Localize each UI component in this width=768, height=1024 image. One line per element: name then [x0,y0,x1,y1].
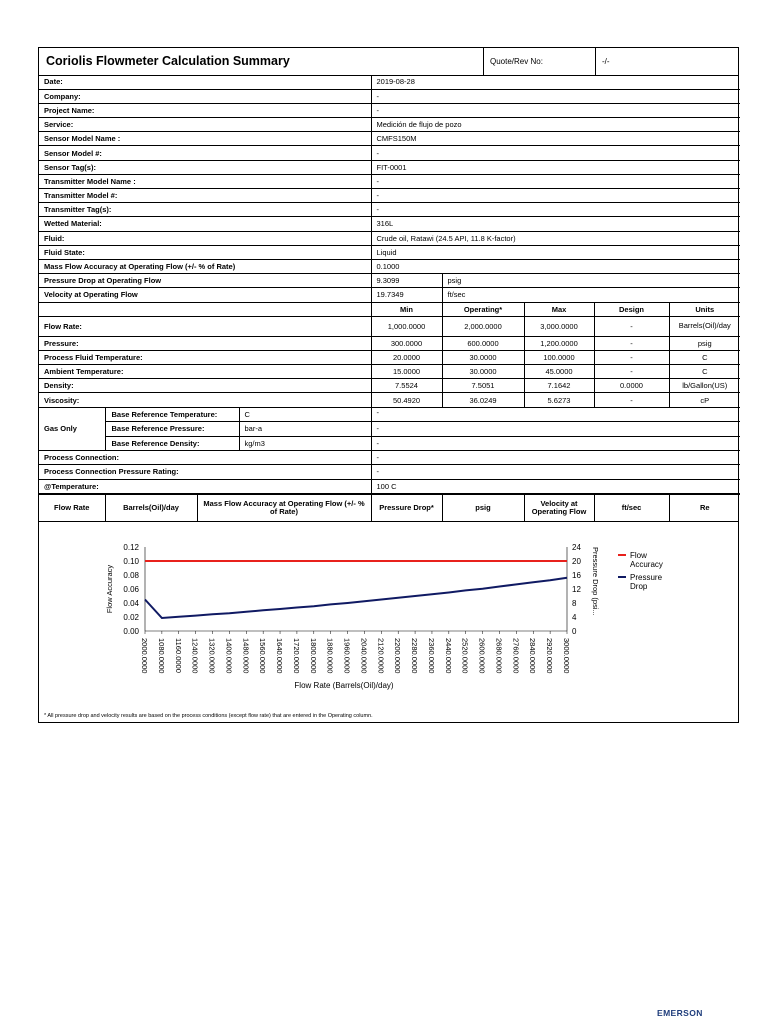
flow-rate-unit-header: Barrels(Oil)/day [105,494,197,521]
conditions-label: Flow Rate: [39,316,371,336]
conditions-label: Process Fluid Temperature: [39,350,371,364]
conditions-min: 1,000.0000 [371,316,442,336]
process-label: Process Connection: [39,451,371,465]
conditions-design: - [594,365,669,379]
conditions-design: - [594,336,669,350]
conditions-design: 0.0000 [594,379,669,393]
conditions-operating: 36.0249 [442,393,524,407]
info-row [39,259,740,273]
info-row [39,231,740,245]
x-tick-label: 2200.0000 [393,638,403,674]
logo-wordmark: EMERSON [657,1008,703,1018]
footnote: * All pressure drop and velocity results are based on the process conditions (except flow rate) that are entered in the Operating column. [44,713,373,719]
info-label: Fluid State: [39,245,371,259]
column-header-operating: Operating* [442,302,524,316]
gas-only-value: - [372,436,741,450]
column-header-max: Max [524,302,594,316]
flow-rate-header: Flow Rate [39,494,105,521]
info-row [39,217,740,231]
x-axis-label: Flow Rate (Barrels(Oil)/day) [294,681,394,691]
y2-tick-label: 4 [572,613,577,623]
gas-only-row [39,408,371,422]
y2-axis-label: Pressure Drop (psi... [591,547,600,617]
info-row [39,132,740,146]
conditions-operating: 30.0000 [442,350,524,364]
x-tick-label: 2520.0000 [460,638,470,674]
info-label: Pressure Drop at Operating Flow [39,274,371,288]
conditions-operating: 30.0000 [442,365,524,379]
x-tick-label: 2440.0000 [443,638,453,674]
gas-only-value-row [372,408,741,422]
info-row [39,89,740,103]
conditions-operating: 600.0000 [442,336,524,350]
conditions-units: cP [669,393,740,407]
info-label: Service: [39,118,371,132]
process-row [39,465,740,479]
conditions-header-row [39,302,740,316]
y2-tick-label: 12 [572,585,581,595]
gas-only-item-label: Base Reference Pressure: [105,422,239,436]
conditions-min: 15.0000 [371,365,442,379]
info-label: Velocity at Operating Flow [39,288,371,302]
quote-rev-value: -/- [602,57,610,66]
info-value: - [371,89,740,103]
info-row [39,146,740,160]
gas-only-table [39,408,371,451]
info-row [39,274,740,288]
legend-label: Accuracy [630,560,663,570]
conditions-min: 300.0000 [371,336,442,350]
conditions-label: Viscosity: [39,393,371,407]
gas-only-values [371,407,740,451]
x-tick-label: 2920.0000 [545,638,555,674]
x-tick-label: 1400.0000 [224,638,234,674]
x-tick-label: 2120.0000 [376,638,386,674]
info-value: - [371,174,740,188]
x-tick-label: 1720.0000 [291,638,301,674]
conditions-units: psig [669,336,740,350]
y-tick-label: 0.00 [123,627,139,637]
y2-tick-label: 0 [572,627,577,637]
y-tick-label: 0.06 [123,585,139,595]
info-label: Fluid: [39,231,371,245]
conditions-label: Ambient Temperature: [39,365,371,379]
info-value: - [371,203,740,217]
process-value: 100 C [371,479,740,493]
pressure-unit-header: psig [442,494,524,521]
document-title: Coriolis Flowmeter Calculation Summary [39,48,484,75]
gas-only-value-row [372,422,741,436]
info-label: Transmitter Model Name : [39,174,371,188]
x-tick-label: 1320.0000 [207,638,217,674]
info-row [39,118,740,132]
conditions-row [39,316,740,336]
gas-only-cell [39,407,371,451]
y-tick-label: 0.04 [123,599,139,609]
info-row [39,174,740,188]
y-tick-label: 0.02 [123,613,139,623]
y2-tick-label: 24 [572,543,581,553]
info-row [39,103,740,117]
conditions-min: 7.5524 [371,379,442,393]
conditions-max: 7.1642 [524,379,594,393]
conditions-max: 1,200.0000 [524,336,594,350]
conditions-units: C [669,350,740,364]
info-unit: ft/sec [442,288,740,302]
conditions-row [39,379,740,393]
x-tick-label: 1800.0000 [308,638,318,674]
gas-only-unit: bar-a [239,422,371,436]
y-tick-label: 0.08 [123,571,139,581]
gas-only-item-label: Base Reference Density: [105,436,239,450]
info-value: - [371,103,740,117]
column-header-units: Units [669,302,740,316]
info-row [39,203,740,217]
summary-table [39,75,740,494]
document-header [39,48,738,76]
x-tick-label: 2840.0000 [528,638,538,674]
process-value: - [371,451,740,465]
velocity-header: Velocity at Operating Flow [524,494,594,521]
emerson-logo [657,1007,719,1019]
process-row [39,451,740,465]
info-value: FIT-0001 [371,160,740,174]
conditions-max: 3,000.0000 [524,316,594,336]
info-row [39,245,740,259]
gas-only-item-label: Base Reference Temperature: [105,408,239,422]
info-label: Transmitter Model #: [39,189,371,203]
x-tick-label: 2680.0000 [494,638,504,674]
process-label: @Temperature: [39,479,371,493]
x-tick-label: 2600.0000 [477,638,487,674]
info-label: Company: [39,89,371,103]
info-value: - [371,189,740,203]
column-header-design: Design [594,302,669,316]
conditions-row [39,365,740,379]
y2-tick-label: 20 [572,557,581,567]
conditions-operating: 2,000.0000 [442,316,524,336]
re-header: Re [669,494,740,521]
x-tick-label: 1160.0000 [173,638,183,674]
y2-tick-label: 16 [572,571,581,581]
x-tick-label: 1480.0000 [241,638,251,674]
process-label: Process Connection Pressure Rating: [39,465,371,479]
conditions-min: 50.4920 [371,393,442,407]
x-tick-label: 2000.0000 [140,638,149,674]
conditions-design: - [594,350,669,364]
x-tick-label: 1080.0000 [156,638,166,674]
conditions-units: Barrels(Oil)/day [669,316,740,336]
info-label: Sensor Tag(s): [39,160,371,174]
info-value: Liquid [371,245,740,259]
series-line-pressure-drop [145,578,567,618]
info-value: Crude oil, Ratawi (24.5 API, 11.8 K-factor) [371,231,740,245]
gas-only-value-table [372,408,741,451]
gas-only-unit: kg/m3 [239,436,371,450]
info-label: Date: [39,75,371,89]
legend-label: Flow [630,551,647,561]
info-label: Sensor Model #: [39,146,371,160]
info-value: 316L [371,217,740,231]
gas-only-section [39,407,740,451]
gas-only-value: - [376,407,379,417]
conditions-row [39,336,740,350]
x-tick-label: 1960.0000 [342,638,352,674]
conditions-max: 5.6273 [524,393,594,407]
conditions-units: C [669,365,740,379]
conditions-max: 100.0000 [524,350,594,364]
x-tick-label: 2280.0000 [410,638,420,674]
conditions-row [39,350,740,364]
x-tick-label: 2360.0000 [426,638,436,674]
conditions-label: Pressure: [39,336,371,350]
info-label: Wetted Material: [39,217,371,231]
x-tick-label: 1640.0000 [275,638,285,674]
accuracy-header: Mass Flow Accuracy at Operating Flow (+/- % of Rate) [197,494,371,521]
info-value: - [371,146,740,160]
calculation-summary-document [38,47,739,723]
velocity-unit-header: ft/sec [594,494,669,521]
column-header-min: Min [371,302,442,316]
info-row [39,75,740,89]
info-row [39,288,740,302]
process-value: - [371,465,740,479]
info-value: 0.1000 [371,259,740,273]
info-value: 19.7349 [371,288,442,302]
legend-label: Drop [630,582,648,592]
info-label: Mass Flow Accuracy at Operating Flow (+/- % of Rate) [39,259,371,273]
process-row [39,479,740,493]
x-tick-label: 1240.0000 [190,638,200,674]
info-unit: psig [442,274,740,288]
y2-tick-label: 8 [572,599,577,609]
legend-label: Pressure [630,573,663,583]
x-tick-label: 3000.0000 [562,638,571,674]
flow-rate-table-header [39,494,740,522]
y-axis-label: Flow Accuracy [105,565,114,614]
conditions-design: - [594,393,669,407]
conditions-min: 20.0000 [371,350,442,364]
x-tick-label: 2760.0000 [511,638,521,674]
y-tick-label: 0.10 [123,557,139,567]
y-tick-label: 0.12 [123,543,139,553]
flow-chart-svg [39,522,739,722]
info-row [39,189,740,203]
x-tick-label: 1880.0000 [325,638,335,674]
info-value: CMFS150M [371,132,740,146]
info-value: 9.3099 [371,274,442,288]
info-label: Sensor Model Name : [39,132,371,146]
conditions-design: - [594,316,669,336]
info-label: Project Name: [39,103,371,117]
flow-chart [39,521,738,722]
conditions-blank [39,302,371,316]
gas-only-value-row [372,436,741,450]
conditions-label: Density: [39,379,371,393]
info-label: Transmitter Tag(s): [39,203,371,217]
conditions-row [39,393,740,407]
info-value: 2019-08-28 [371,75,740,89]
x-tick-label: 1560.0000 [258,638,268,674]
gas-only-unit: C [239,408,371,422]
info-value: Medición de flujo de pozo [371,118,740,132]
conditions-operating: 7.5051 [442,379,524,393]
gas-only-label: Gas Only [39,408,105,451]
quote-rev-label: Quote/Rev No: [484,48,596,75]
conditions-max: 45.0000 [524,365,594,379]
conditions-units: lb/Gallon(US) [669,379,740,393]
info-row [39,160,740,174]
x-tick-label: 2040.0000 [359,638,369,674]
pressure-drop-header: Pressure Drop* [371,494,442,521]
gas-only-value: - [372,422,741,436]
